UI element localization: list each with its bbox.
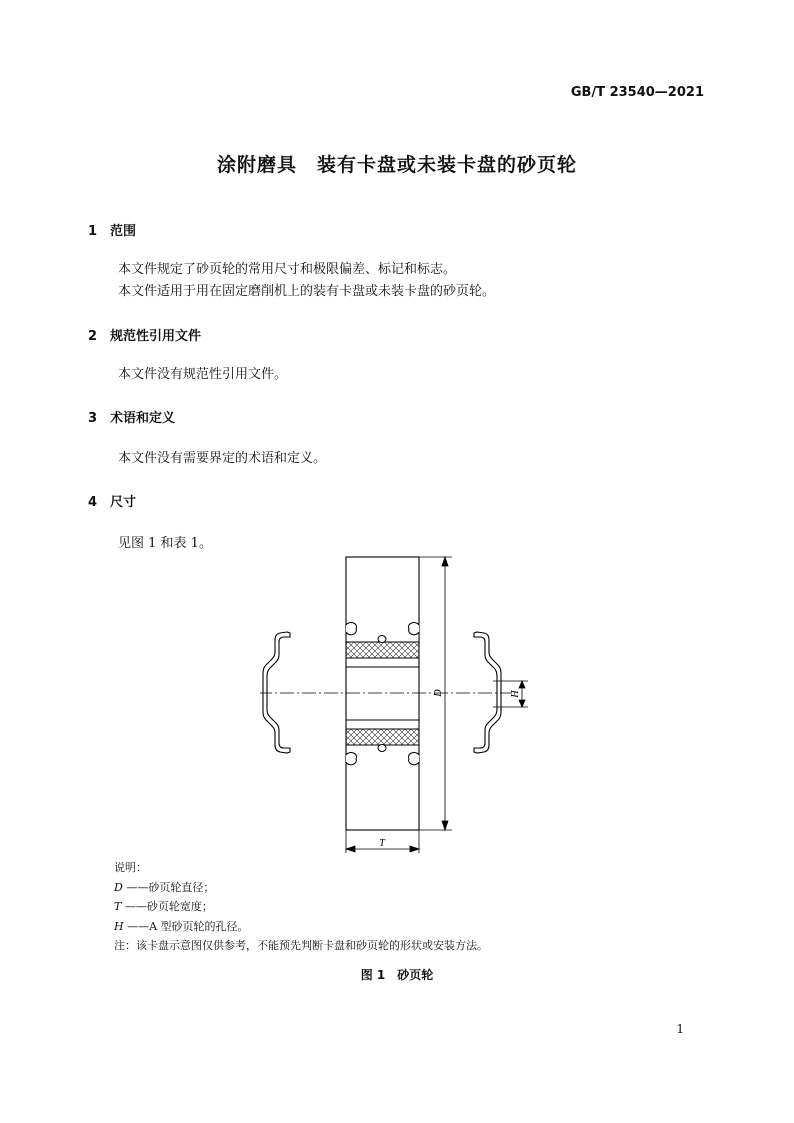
figure-caption-title: 砂页轮 xyxy=(397,968,434,982)
section-number: 4 xyxy=(88,495,98,510)
section-title: 规范性引用文件 xyxy=(110,329,202,344)
standard-number: GB/T 23540—2021 xyxy=(570,85,704,100)
section-1-paragraph-2: 本文件适用于用在固定磨削机上的装有卡盘或未装卡盘的砂页轮。 xyxy=(118,284,496,299)
page-number: 1 xyxy=(676,1022,684,1036)
section-3-paragraph-1: 本文件没有需要界定的术语和定义。 xyxy=(118,451,327,466)
legend-item-d xyxy=(114,879,214,895)
figure-caption xyxy=(0,966,794,983)
wheel-body xyxy=(346,557,419,830)
legend-text: ——砂页轮宽度； xyxy=(124,900,213,913)
document-title: 涂附磨具 装有卡盘或未装卡盘的砂页轮 xyxy=(216,154,577,176)
hub-top-hatched xyxy=(346,642,419,658)
hub-bottom-hatched xyxy=(346,729,419,745)
section-4-heading xyxy=(88,491,136,510)
legend-symbol: T xyxy=(114,900,122,913)
section-1-heading xyxy=(88,220,136,239)
section-1-paragraph-1: 本文件规定了砂页轮的常用尺寸和极限偏差、标记和标志。 xyxy=(118,262,457,277)
section-2-paragraph-1: 本文件没有规范性引用文件。 xyxy=(118,367,288,382)
section-4-paragraph-1: 见图 1 和表 1。 xyxy=(118,536,212,551)
figure-note: 注：该卡盘示意图仅供参考，不能预先判断卡盘和砂页轮的形状或安装方法。 xyxy=(114,939,488,952)
dimension-h-label: H xyxy=(510,690,521,698)
legend-item-t xyxy=(114,898,213,914)
legend-title: 说明： xyxy=(114,861,147,874)
section-number: 1 xyxy=(88,224,98,239)
section-title: 尺寸 xyxy=(110,495,137,510)
legend-text: ——砂页轮直径； xyxy=(126,881,215,894)
section-title: 范围 xyxy=(110,224,137,239)
figure-caption-number: 图 1 xyxy=(360,968,386,982)
flap-wheel-figure xyxy=(260,555,530,855)
dimension-d-label: D xyxy=(433,689,444,697)
section-number: 3 xyxy=(88,411,98,426)
legend-symbol: H xyxy=(114,920,124,933)
left-flange xyxy=(263,632,290,753)
legend-item-h xyxy=(114,918,249,934)
section-number: 2 xyxy=(88,329,98,344)
section-2-heading xyxy=(88,325,201,344)
legend-symbol: D xyxy=(114,881,123,894)
section-3-heading xyxy=(88,407,175,426)
legend-text: ——A 型砂页轮的孔径。 xyxy=(127,920,249,933)
right-flange xyxy=(474,632,501,753)
section-title: 术语和定义 xyxy=(110,411,176,426)
dimension-t-label: T xyxy=(379,838,385,849)
